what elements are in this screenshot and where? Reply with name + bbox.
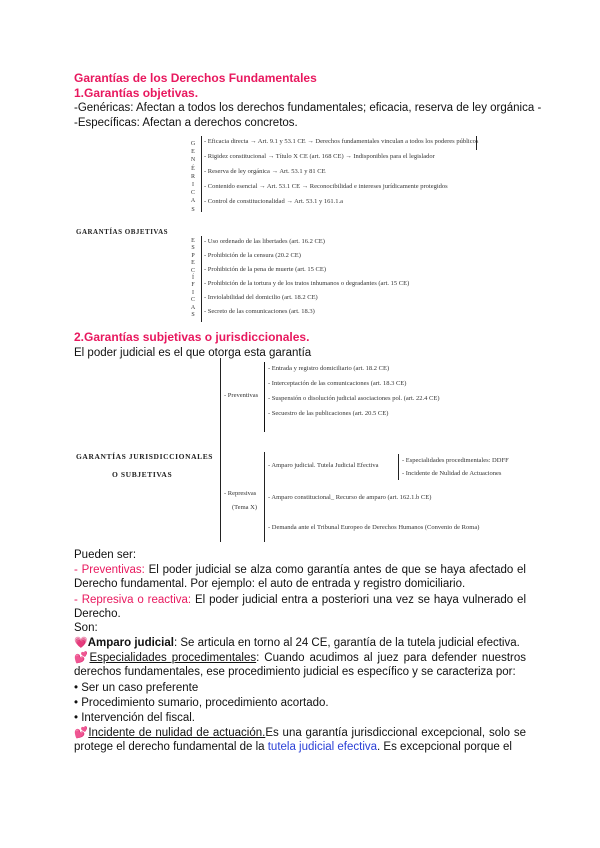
bullet-2: • Procedimiento sumario, procedimiento acortado.	[74, 697, 329, 709]
represivas-item-2: - Amparo constitucional_ Recurso de amparo (art. 162.1.b CE)	[268, 494, 432, 501]
page-title: Garantías de los Derechos Fundamentales	[74, 71, 317, 85]
generic-item: - Reserva de ley orgánica → Art. 53.1 y 81 CE	[204, 168, 326, 175]
vertical-letter: F	[191, 282, 195, 289]
specific-vertical-letters	[189, 238, 197, 319]
incidente-text-1: Es una garantía jurisdiccional excepcional, solo se protege el derecho fundamental de la	[74, 727, 526, 753]
pueden-ser: Pueden ser:	[74, 549, 137, 561]
especialidades-text: : Cuando acudimos al juez para defender nuestros derechos fundamentales, ese procedimiento judicial es específico y se caracteriza por:	[74, 652, 526, 678]
specific-item: - Prohibición de la tortura y de los tratos inhumanos o degradantes (art. 15 CE)	[204, 280, 410, 287]
specific-bracket	[201, 236, 202, 322]
vertical-letter: É	[191, 165, 195, 172]
generic-item: - Rigidez constitucional → Título X CE (art. 168 CE) → Indisponibles para el legislador	[204, 153, 435, 160]
incidente-paragraph	[74, 726, 526, 754]
main-bracket	[220, 358, 221, 542]
tutela-link[interactable]: tutela judicial efectiva	[267, 741, 378, 753]
amparo-text: : Se articula en torno al 24 CE, garantía de la tutela judicial efectiva.	[173, 637, 520, 649]
specific-item: - Prohibición de la pena de muerte (art. 15 CE)	[204, 266, 327, 273]
vertical-letter: S	[191, 206, 195, 213]
hearts-icon: 💕	[74, 727, 89, 739]
amparo-sub-2: - Incidente de Nulidad de Actuaciones	[402, 470, 502, 477]
diagram2-label-line2: O SUBJETIVAS	[112, 470, 173, 479]
bullet-1: • Ser un caso preferente	[74, 682, 199, 694]
vertical-letter: N	[190, 157, 196, 164]
vertical-letter: C	[190, 297, 195, 304]
vertical-letter: A	[190, 304, 196, 311]
vertical-letter: I	[192, 182, 194, 189]
section1-line-genericas: -Genéricas: Afectan a todos los derechos fundamentales; eficacia, reserva de ley orgánica -	[74, 102, 542, 114]
preventivas-term: - Preventivas:	[74, 564, 145, 576]
vertical-letter: G	[190, 141, 196, 147]
amparo-sub-bracket	[398, 454, 399, 480]
jurisdictional-guarantees-diagram	[72, 358, 532, 546]
amparo-term: Amparo judicial	[87, 637, 174, 649]
preventivas-item: - Secuestro de las publicaciones (art. 20.5 CE)	[268, 410, 389, 417]
vertical-letter: E	[191, 260, 195, 267]
heart-icon: 💗	[74, 637, 88, 649]
represiva-paragraph	[74, 593, 526, 621]
vertical-letter: P	[191, 252, 195, 259]
vertical-letter: C	[190, 190, 195, 197]
generic-item: - Contenido esencial → Art. 53.1 CE → Reconocibilidad e intereses jurídicamente protegidos	[204, 183, 448, 190]
amparo-sub-1: - Especialidades procedimentales: DDFF	[402, 457, 509, 464]
generic-subbracket	[476, 136, 477, 150]
vertical-letter: A	[190, 198, 196, 205]
specific-item: - Secreto de las comunicaciones (art. 18.3)	[204, 308, 315, 315]
specific-item: - Uso ordenado de las libertades (art. 16.2 CE)	[204, 238, 325, 245]
especialidades-term: Especialidades procedimentales	[89, 652, 257, 664]
vertical-letter: E	[191, 238, 195, 244]
objective-guarantees-diagram	[72, 136, 532, 326]
represivas-bracket	[264, 452, 265, 542]
represivas-label: - Represivas	[224, 490, 257, 497]
section2-intro: El poder judicial es el que otorga esta garantía	[74, 347, 312, 359]
vertical-letter: S	[191, 245, 195, 252]
incidente-text-2: . Es excepcional porque el	[377, 741, 512, 753]
son-label: Son:	[74, 622, 98, 634]
diagram-label: GARANTÍAS OBJETIVAS	[76, 228, 169, 236]
preventivas-label: - Preventivas	[224, 392, 259, 399]
represiva-term: - Represiva o reactiva:	[74, 594, 192, 606]
generic-item: - Control de constitucionalidad → Art. 53.1 y 161.1.a	[204, 198, 344, 205]
diagram2-label-line1: GARANTÍAS JURISDICCIONALES	[76, 452, 214, 461]
vertical-letter: C	[190, 267, 195, 274]
represiva-text: El poder judicial entra a posteriori una vez se haya vulnerado el Derecho.	[74, 594, 527, 620]
generic-bracket	[201, 136, 202, 212]
specific-item: - Prohibición de la censura (20.2 CE)	[204, 252, 301, 259]
vertical-letter: I	[192, 289, 194, 296]
generic-vertical-letters	[189, 140, 197, 214]
preventivas-text: El poder judicial se alza como garantía antes de que se haya afectado el Derecho fundamental. Por ejemplo: el auto de entrada y registro domiciliario.	[74, 564, 526, 590]
generic-item: - Eficacia directa → Art. 9.1 y 53.1 CE → Derechos fundamentales vinculan a todos los poderes públicos	[204, 138, 479, 145]
vertical-letter: Í	[192, 275, 194, 282]
vertical-letter: R	[190, 173, 195, 180]
especialidades-paragraph	[74, 651, 526, 679]
amparo-paragraph	[74, 636, 534, 650]
preventivas-item: - Interceptación de las comunicaciones (art. 18.3 CE)	[268, 380, 407, 387]
section1-heading: 1.Garantías objetivas.	[74, 86, 199, 100]
represivas-sub: (Tema X)	[232, 504, 257, 511]
specific-item: - Inviolabilidad del domicilio (art. 18.2 CE)	[204, 294, 318, 301]
vertical-letter: E	[191, 149, 195, 156]
section1-line-especificas: -Específicas: Afectan a derechos concretos.	[74, 117, 298, 129]
preventivas-item: - Entrada y registro domiciliario (art. 18.2 CE)	[268, 365, 390, 372]
hearts-icon: 💕	[74, 652, 90, 664]
incidente-term: Incidente de nulidad de actuación.	[88, 727, 266, 739]
preventivas-paragraph	[74, 563, 526, 591]
represivas-item-3: - Demanda ante el Tribunal Europeo de Derechos Humanos (Convenio de Roma)	[268, 524, 480, 531]
bullet-3: • Intervención del fiscal.	[74, 712, 196, 724]
vertical-letter: S	[191, 312, 195, 319]
section2-heading: 2.Garantías subjetivas o jurisdiccionales.	[74, 330, 310, 344]
preventivas-item: - Suspensión o disolución judicial asociaciones pol. (art. 22.4 CE)	[268, 395, 440, 402]
represivas-item-1: - Amparo judicial. Tutela Judicial Efectiva	[268, 462, 379, 469]
preventivas-bracket	[264, 362, 265, 432]
